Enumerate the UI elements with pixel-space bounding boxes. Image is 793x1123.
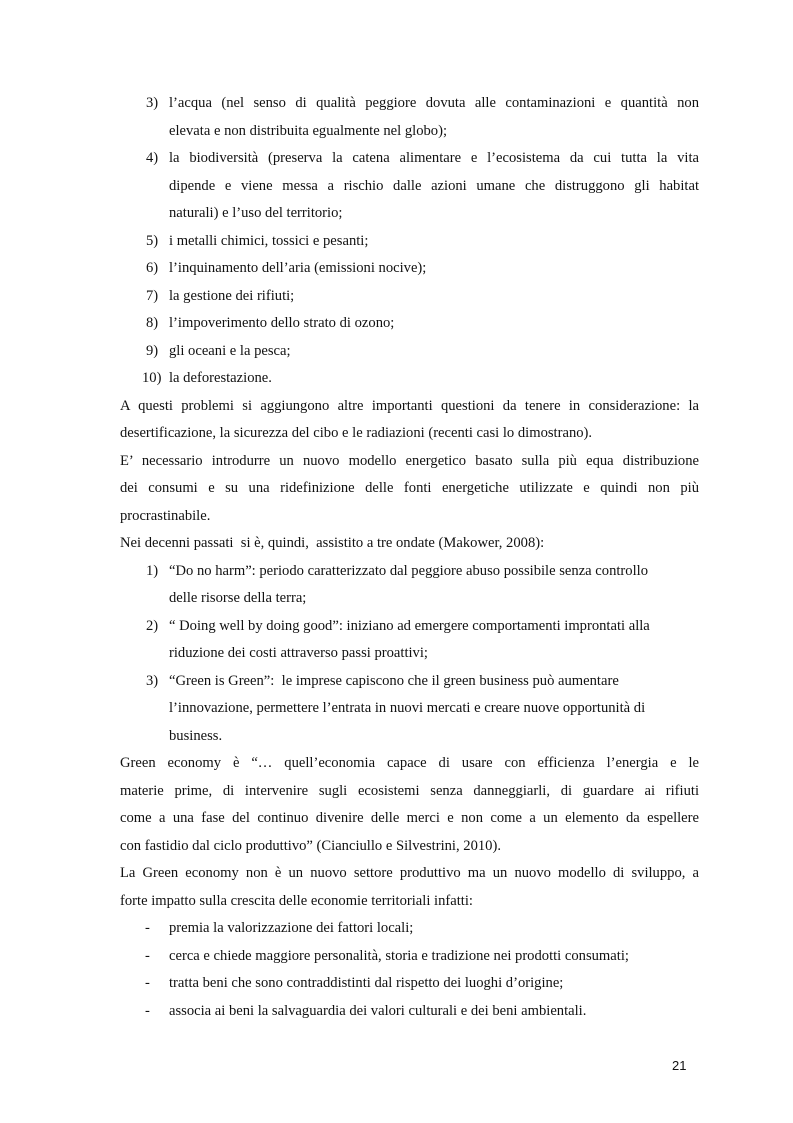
list-number: 7) [146, 287, 159, 304]
list-number: 3) [146, 672, 159, 689]
list-line: naturali) e l’uso del territorio; [169, 205, 343, 221]
list-number: 6) [146, 260, 159, 276]
list-line: premia la valorizzazione dei fattori locali; [169, 920, 414, 936]
list-item [120, 998, 699, 1026]
list-line: riduzione dei costi attraverso passi proattivi; [169, 645, 428, 661]
paragraph-line: procrastinabile. [120, 507, 211, 524]
list-number: 2) [146, 617, 159, 634]
paragraph-line: E’ necessario introdurre un nuovo modello energetico basato sulla più equa distribuzione [120, 452, 699, 469]
list-item [120, 255, 699, 283]
page-number: 21 [672, 1058, 687, 1073]
list-number: 3) [146, 95, 159, 111]
list-item [120, 365, 699, 393]
paragraph-line: forte impatto sulla crescita delle economie territoriali infatti: [120, 892, 473, 909]
list-line: la biodiversità (preserva la catena alimentare e l’ecosistema da cui tutta la vita [169, 150, 699, 166]
paragraph-line: dei consumi e su una ridefinizione delle fonti energetiche utilizzate e quindi non più [120, 480, 699, 496]
list-item [120, 310, 699, 338]
list-number: 1) [146, 562, 159, 579]
list-item [120, 970, 699, 998]
paragraph [120, 530, 699, 558]
list-item [120, 668, 699, 751]
list-line: l’inquinamento dell’aria (emissioni nocive); [169, 260, 427, 276]
paragraph-line: desertificazione, la sicurezza del cibo e le radiazioni (recenti casi lo dimostrano). [120, 425, 593, 441]
list-line: elevata e non distribuita egualmente nel globo); [169, 122, 448, 139]
bullet-marker: - [145, 1002, 150, 1019]
list-line: delle risorse della terra; [169, 590, 307, 606]
list-number: 5) [146, 232, 159, 249]
list-item [120, 228, 699, 256]
list-line: dipende e viene messa a rischio dalle azioni umane che distruggono gli habitat [169, 177, 699, 194]
paragraph-line: con fastidio dal ciclo produttivo” (Cianciullo e Silvestrini, 2010). [120, 837, 501, 854]
list-line: l’innovazione, permettere l’entrata in nuovi mercati e creare nuove opportunità di [169, 700, 646, 716]
paragraph-line: materie prime, di intervenire sugli ecosistemi senza danneggiarli, di guardare ai rifiuti [120, 782, 699, 799]
list-line: “Green is Green”: le imprese capiscono che il green business può aumentare [169, 672, 619, 689]
list-line: l’acqua (nel senso di qualità peggiore dovuta alle contaminazioni e quantità non [169, 95, 699, 111]
paragraph-line: Green economy è “… quell’economia capace di usare con efficienza l’energia e le [120, 755, 699, 771]
page-content [120, 90, 699, 1025]
list-item [120, 145, 699, 228]
list-line: l’impoverimento dello strato di ozono; [169, 315, 395, 331]
paragraph-line: La Green economy non è un nuovo settore produttivo ma un nuovo modello di sviluppo, a [120, 865, 699, 881]
list-line: “ Doing well by doing good”: iniziano ad emergere comportamenti improntati alla [169, 617, 650, 634]
waves-list [120, 558, 699, 751]
paragraph [120, 750, 699, 860]
problems-list [120, 90, 699, 393]
list-number: 10) [142, 370, 162, 386]
paragraph-line: A questi problemi si aggiungono altre importanti questioni da tenere in considerazione: la [120, 397, 699, 414]
list-line: gli oceani e la pesca; [169, 342, 291, 359]
list-item [120, 915, 699, 943]
list-line: i metalli chimici, tossici e pesanti; [169, 232, 369, 249]
list-line: “Do no harm”: periodo caratterizzato dal peggiore abuso possibile senza controllo [169, 562, 648, 579]
bullet-marker: - [145, 975, 150, 991]
list-line: associa ai beni la salvaguardia dei valori culturali e dei beni ambientali. [169, 1002, 587, 1019]
list-number: 4) [146, 150, 159, 166]
list-line: cerca e chiede maggiore personalità, storia e tradizione nei prodotti consumati; [169, 947, 629, 964]
list-item [120, 338, 699, 366]
list-item [120, 943, 699, 971]
list-line: la deforestazione. [169, 370, 272, 386]
list-line: la gestione dei rifiuti; [169, 287, 295, 304]
list-item [120, 558, 699, 613]
list-item [120, 613, 699, 668]
list-number: 9) [146, 342, 159, 359]
paragraph-line: come a una fase del continuo divenire delle merci e non come a un elemento da espellere [120, 810, 699, 826]
paragraph [120, 860, 699, 915]
list-line: tratta beni che sono contraddistinti dal rispetto dei luoghi d’origine; [169, 975, 564, 991]
list-line: business. [169, 727, 223, 744]
paragraph-line: Nei decenni passati si è, quindi, assistito a tre ondate (Makower, 2008): [120, 535, 545, 551]
bullet-marker: - [145, 947, 150, 964]
list-item [120, 283, 699, 311]
paragraph [120, 448, 699, 531]
bullet-list [120, 915, 699, 1025]
paragraph [120, 393, 699, 448]
bullet-marker: - [145, 920, 150, 936]
list-item [120, 90, 699, 145]
list-number: 8) [146, 315, 159, 331]
